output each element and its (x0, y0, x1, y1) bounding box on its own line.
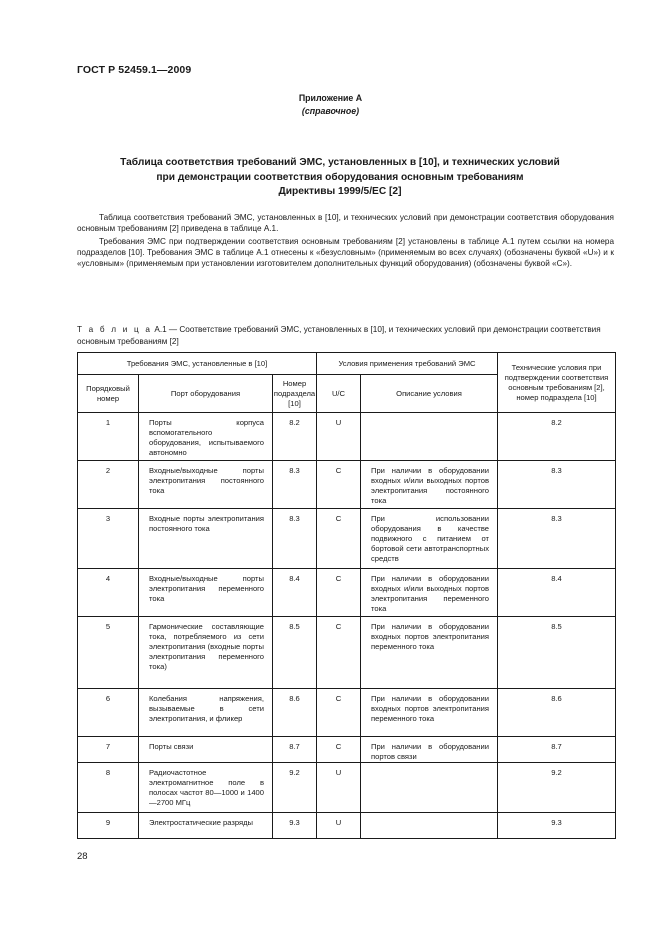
row-port: Колебания напряжения, вызываемые в сети электропитания, и фликер (139, 689, 273, 737)
row-tech: 8.3 (498, 461, 616, 509)
paragraph-requirements-text: Требования ЭМС при подтверждении соответствия основным требованиям [2] установлены в таблице А.1 путем ссылки на номера подразделов [10]. Требования ЭМС в таблице А.1 отнесены к «безусловным» (применяемым во всех случаях) (обозначены буквой «U») и к «условным» (применяемым при установлении изготовителем дополнительных функций оборудования) (обозначены буквой «С»). (77, 237, 614, 269)
row-port: Входные порты электропитания постоянного тока (139, 509, 273, 569)
appendix-label: Приложение А (298, 93, 363, 103)
appendix-kind: (справочное) (301, 106, 360, 116)
table-row (78, 813, 616, 839)
row-desc: При наличии в оборудовании входных и/или выходных портов электропитания постоянного тока (361, 461, 498, 509)
document-code: ГОСТ Р 52459.1—2009 (77, 64, 192, 76)
table-row (78, 413, 616, 461)
row-subsection: 8.3 (273, 461, 317, 509)
table-row (78, 689, 616, 737)
row-num: 2 (78, 461, 139, 509)
row-subsection: 8.6 (273, 689, 317, 737)
row-desc: При наличии в оборудовании входных портов электропитания переменного тока (361, 689, 498, 737)
paragraph-requirements (77, 236, 614, 270)
table-row (78, 569, 616, 617)
row-uc: C (317, 737, 361, 763)
row-port: Входные/выходные порты электропитания переменного тока (139, 569, 273, 617)
header-num: Порядковый номер (78, 375, 139, 413)
section-title (90, 156, 590, 200)
header-desc: Описание условия (361, 375, 498, 413)
row-num: 3 (78, 509, 139, 569)
row-desc (361, 413, 498, 461)
row-tech: 8.5 (498, 617, 616, 689)
row-uc: U (317, 413, 361, 461)
row-port: Порты связи (139, 737, 273, 763)
row-uc: C (317, 461, 361, 509)
row-num: 8 (78, 763, 139, 813)
row-subsection: 8.4 (273, 569, 317, 617)
table-row (78, 763, 616, 813)
table-caption (77, 324, 614, 347)
row-subsection: 9.2 (273, 763, 317, 813)
row-port: Радиочастотное электромагнитное поле в полосах частот 80—1000 и 1400—2700 МГц (139, 763, 273, 813)
header-tech-conditions: Технические условия при подтверждении соответствия основным требованиям [2], номер подраздела [10] (498, 353, 616, 413)
header-uc: U/C (317, 375, 361, 413)
paragraph-intro-text: Таблица соответствия требований ЭМС, установленных в [10], и технических условий при демонстрации соответствия оборудования основным требованиям [2] приведена в таблице А.1. (77, 213, 614, 234)
row-desc (361, 763, 498, 813)
row-desc: При наличии в оборудовании входных портов электропитания переменного тока (361, 617, 498, 689)
row-uc: C (317, 569, 361, 617)
appendix-heading (0, 92, 661, 118)
row-uc: U (317, 763, 361, 813)
table-row (78, 509, 616, 569)
row-tech: 8.7 (498, 737, 616, 763)
row-desc: При наличии в оборудовании входных и/или выходных портов электропитания переменного тока (361, 569, 498, 617)
row-num: 6 (78, 689, 139, 737)
row-num: 7 (78, 737, 139, 763)
row-port: Порты корпуса вспомогательного оборудования, испытываемого автономно (139, 413, 273, 461)
row-port: Гармонические составляющие тока, потребляемого из сети электропитания (входные порты электропитания переменного тока) (139, 617, 273, 689)
title-line-2: при демонстрации соответствия оборудования основным требованиям (156, 171, 524, 183)
header-subsection: Номер подраздела [10] (273, 375, 317, 413)
row-tech: 8.2 (498, 413, 616, 461)
row-num: 9 (78, 813, 139, 839)
row-port: Электростатические разряды (139, 813, 273, 839)
table-caption-prefix: Т а б л и ц а (77, 325, 153, 334)
header-conditions: Условия применения требований ЭМС (317, 353, 498, 375)
row-num: 4 (78, 569, 139, 617)
row-tech: 8.3 (498, 509, 616, 569)
row-tech: 9.2 (498, 763, 616, 813)
table-row (78, 737, 616, 763)
requirements-table (77, 352, 616, 839)
row-subsection: 8.5 (273, 617, 317, 689)
row-tech: 9.3 (498, 813, 616, 839)
table-caption-text: А.1 — Соответствие требований ЭМС, установленных в [10], и технических условий при демонстрации соответствия основным требованиям [2] (77, 325, 601, 346)
row-uc: C (317, 617, 361, 689)
row-tech: 8.4 (498, 569, 616, 617)
row-desc (361, 813, 498, 839)
table-row (78, 461, 616, 509)
header-port: Порт оборудования (139, 375, 273, 413)
row-num: 5 (78, 617, 139, 689)
row-uc: C (317, 509, 361, 569)
title-line-1: Таблица соответствия требований ЭМС, установленных в [10], и технических условий (120, 157, 560, 168)
row-subsection: 8.7 (273, 737, 317, 763)
page-number: 28 (77, 851, 88, 862)
table-row (78, 617, 616, 689)
row-port: Входные/выходные порты электропитания постоянного тока (139, 461, 273, 509)
paragraph-intro (77, 212, 614, 234)
title-line-3: Директивы 1999/5/ЕС [2] (278, 186, 402, 197)
row-tech: 8.6 (498, 689, 616, 737)
row-subsection: 9.3 (273, 813, 317, 839)
row-desc: При наличии в оборудовании портов связи (361, 737, 498, 763)
row-num: 1 (78, 413, 139, 461)
row-subsection: 8.2 (273, 413, 317, 461)
row-uc: C (317, 689, 361, 737)
row-desc: При использовании оборудования в качестве подвижного с питанием от бортовой сети автотранспортных средств (361, 509, 498, 569)
header-requirements: Требования ЭМС, установленные в [10] (78, 353, 317, 375)
row-uc: U (317, 813, 361, 839)
row-subsection: 8.3 (273, 509, 317, 569)
